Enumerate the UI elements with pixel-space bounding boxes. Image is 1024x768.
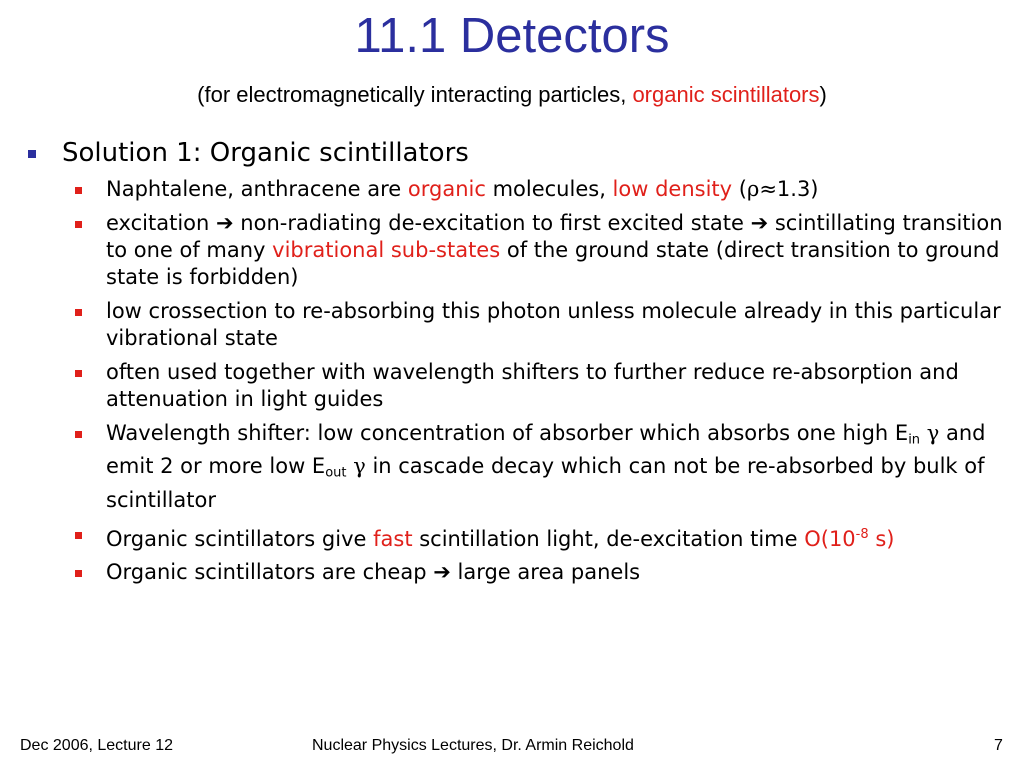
subtitle-highlight: organic scintillators	[632, 82, 820, 107]
footer-course: Nuclear Physics Lectures, Dr. Armin Reichold	[312, 737, 634, 754]
highlight-text: O(10	[804, 526, 856, 551]
bullet-level1	[20, 136, 1010, 170]
bullet-text: in cascade decay which can not be re-absorbed by bulk of scintillator	[106, 454, 985, 512]
highlight-text: fast	[373, 526, 413, 551]
subtitle-text: (for electromagnetically interacting particles,	[197, 82, 633, 107]
square-bullet-icon	[75, 187, 82, 194]
bullet-text: (	[732, 177, 747, 201]
footer-date: Dec 2006, Lecture 12	[20, 737, 173, 754]
sub-bullet-item	[20, 420, 1010, 514]
highlight-text: low density	[612, 177, 733, 201]
bullet-text: Wavelength shifter: low concentration of absorber which absorbs one high E	[106, 421, 909, 445]
square-bullet-icon	[75, 431, 82, 438]
superscript-exponent: -8	[855, 526, 869, 542]
bullet-text: Naphtalene, anthracene are	[106, 177, 408, 201]
sub-bullet-item	[20, 559, 1010, 586]
bullet-text: molecules,	[485, 177, 613, 201]
right-arrow-icon: ➔	[433, 560, 451, 585]
gamma-symbol: γ	[353, 454, 366, 479]
bullet-text: often used together with wavelength shifters to further reduce re-absorption and attenuation in light guides	[106, 360, 959, 411]
subscript-out: out	[325, 465, 347, 481]
slide-title: 11.1 Detectors	[354, 9, 670, 63]
rho-symbol: ρ	[746, 177, 760, 201]
sub-bullet-list	[20, 176, 1010, 586]
bullet-text: scintillating transition to one of many	[106, 211, 1003, 262]
sub-bullet-item	[20, 298, 1010, 352]
square-bullet-icon	[75, 532, 82, 539]
bullet-text: non-radiating de-excitation to first excited state	[233, 211, 751, 235]
square-bullet-icon	[75, 309, 82, 316]
bullet-text: Organic scintillators give	[106, 526, 374, 551]
subtitle-close: )	[819, 82, 827, 107]
sub-bullet-item	[20, 210, 1010, 291]
slide-subtitle	[0, 82, 1024, 108]
bullet-heading-text: Solution 1: Organic scintillators	[62, 138, 469, 168]
square-bullet-icon	[75, 370, 82, 377]
bullet-text: large area panels	[450, 560, 641, 585]
bullet-text: excitation	[106, 211, 216, 235]
subscript-in: in	[908, 432, 921, 448]
square-bullet-icon	[75, 221, 82, 228]
highlight-text: vibrational sub-states	[272, 238, 501, 262]
bullet-text: of the ground state (direct transition to ground state is forbidden)	[106, 238, 1000, 289]
sub-bullet-item	[20, 176, 1010, 203]
highlight-text: organic	[407, 177, 486, 201]
slide-body	[20, 136, 1010, 593]
bullet-text: scintillation light, de-excitation time	[412, 526, 805, 551]
gamma-symbol: γ	[926, 421, 940, 445]
square-bullet-icon	[28, 150, 36, 158]
highlight-text: s)	[868, 526, 895, 551]
bullet-text: and emit 2 or more low E	[106, 421, 986, 479]
bullet-text: ≈1.3)	[759, 177, 819, 201]
sub-bullet-item	[20, 521, 1010, 553]
bullet-text: low crossection to re-absorbing this photon unless molecule already in this particular vibrational state	[106, 299, 1001, 350]
page-number: 7	[994, 737, 1003, 754]
right-arrow-icon: ➔	[216, 211, 234, 235]
square-bullet-icon	[75, 570, 82, 577]
bullet-text: Organic scintillators are cheap	[106, 560, 434, 585]
right-arrow-icon: ➔	[750, 211, 769, 235]
sub-bullet-item	[20, 359, 1010, 413]
